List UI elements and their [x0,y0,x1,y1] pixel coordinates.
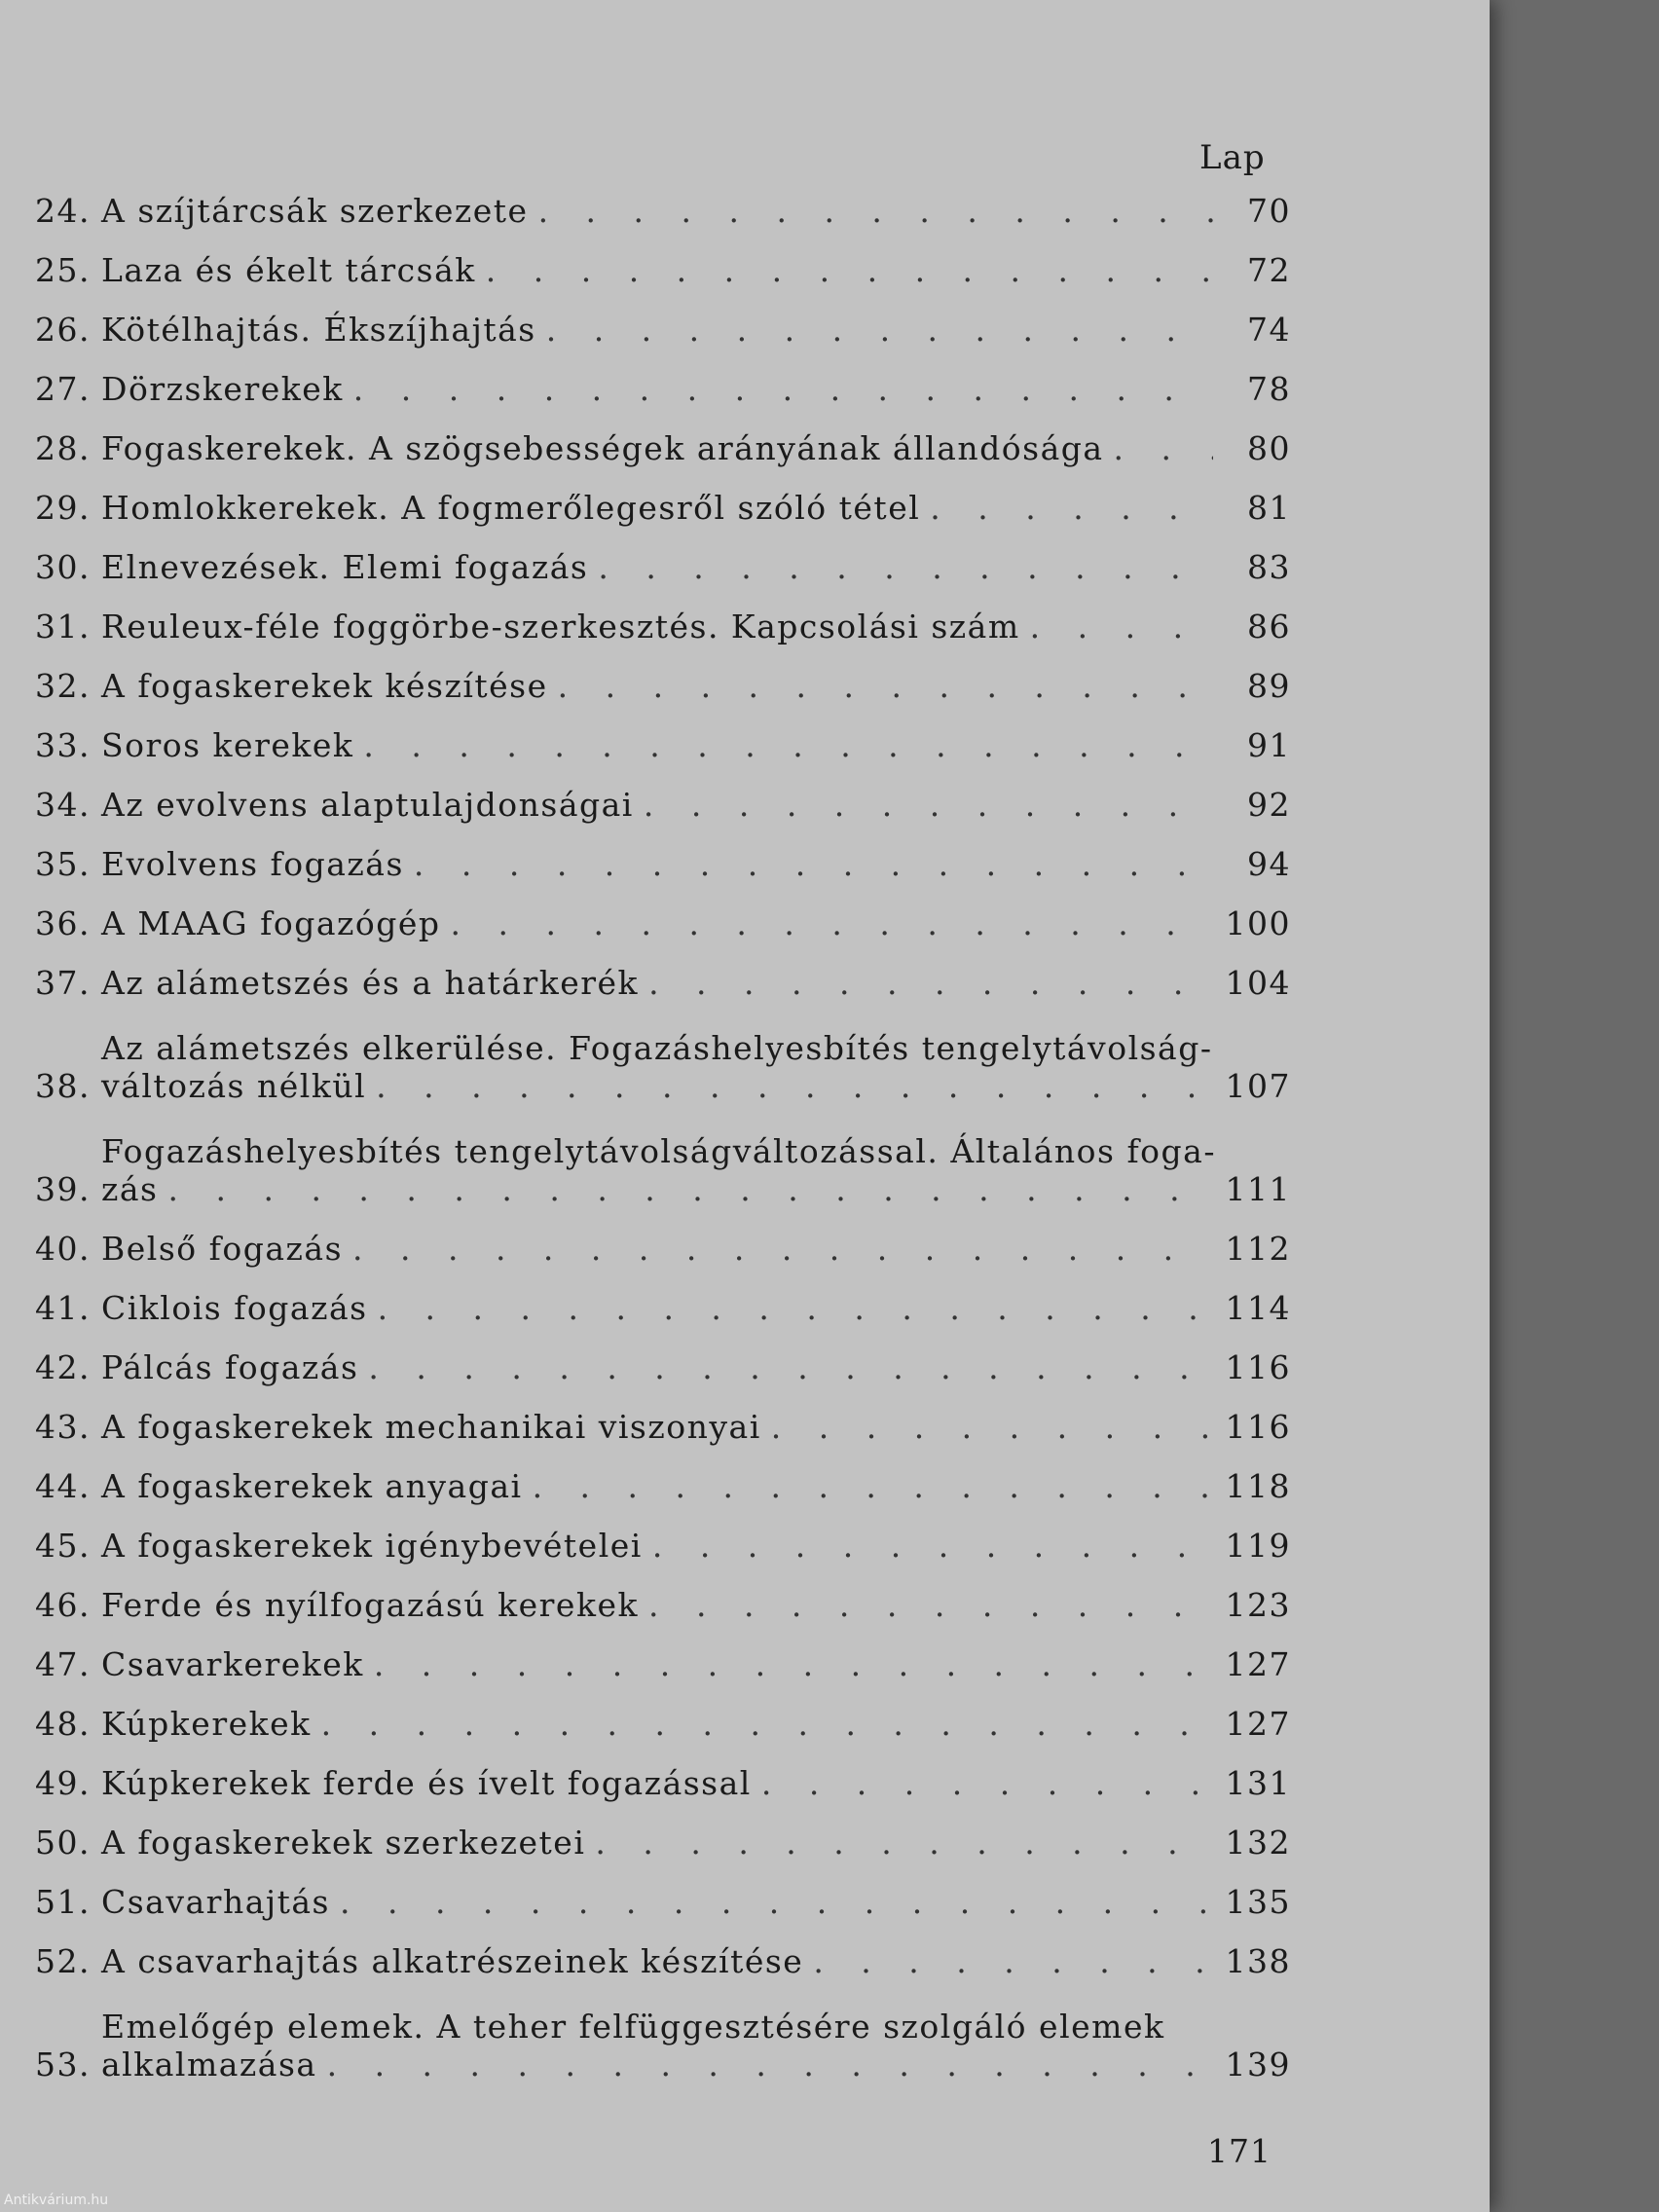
toc-entry-page: 107 [1225,1067,1291,1105]
toc-entry [35,764,1291,824]
dot-leader [168,1170,1214,1208]
dot-leader [648,1586,1213,1624]
toc-entry-title-first-line: Fogazáshelyesbítés tengelytávolságváltozással. Általános foga- [101,1132,1216,1170]
toc-entry-title: Belső fogazás [101,1230,344,1268]
toc-entry-title: A fogaskerekek anyagai [101,1467,523,1505]
toc-entry-number: 29. [35,489,91,527]
toc-entry-page: 118 [1225,1467,1291,1505]
toc-entry-page: 112 [1225,1230,1291,1268]
toc-entry-page: 135 [1225,1883,1291,1921]
toc-entry-number: 30. [35,548,91,586]
toc-entry-title: Ferde és nyílfogazású kerekek [101,1586,639,1624]
toc-entry [35,1743,1291,1802]
toc-entry-page: 116 [1225,1408,1291,1446]
dot-leader [486,251,1213,289]
dot-leader [1114,429,1213,467]
toc-entry-page: 91 [1247,726,1291,764]
toc-entry-title: Elnevezések. Elemi fogazás [101,548,589,586]
toc-entry-number: 27. [35,370,91,408]
toc-entry [35,1268,1291,1327]
toc-entry-title: Az alámetszés és a határkerék [101,964,640,1002]
toc-entry-page: 111 [1225,1170,1291,1208]
toc-entry-title: Dörzskerekek [101,370,344,408]
toc-entry [35,1208,1291,1268]
toc-entry [35,586,1291,645]
dot-leader [376,1067,1213,1105]
toc-entry-number: 32. [35,667,91,705]
table-of-contents [35,170,1291,2083]
toc-entry [35,1980,1291,2083]
toc-entry-title: Kúpkerekek [101,1705,312,1743]
toc-entry-number: 43. [35,1408,91,1446]
toc-entry-title: Az evolvens alaptulajdonságai [101,786,634,824]
toc-entry-title: Laza és ékelt tárcsák [101,251,476,289]
toc-entry-page: 114 [1225,1289,1291,1327]
dot-leader [451,904,1213,942]
toc-entry-page: 100 [1225,904,1291,942]
toc-entry-page: 104 [1225,964,1291,1002]
dot-leader [1030,608,1213,645]
toc-entry-page: 139 [1225,2046,1291,2083]
toc-entry-title: Ciklois fogazás [101,1289,368,1327]
toc-entry-title: A fogaskerekek mechanikai viszonyai [101,1408,761,1446]
toc-entry [35,467,1291,527]
toc-entry-page: 123 [1225,1586,1291,1624]
toc-entry-title: Fogaskerekek. A szögsebességek arányának állandósága [101,429,1104,467]
toc-entry-page: 74 [1247,311,1291,349]
toc-entry [35,408,1291,467]
dot-leader [368,1348,1213,1386]
toc-entry-number: 36. [35,904,91,942]
toc-entry-page: 116 [1225,1348,1291,1386]
toc-entry-title: Kötélhajtás. Ékszíjhajtás [101,311,536,349]
page-column-header: Lap [1199,138,1266,177]
dot-leader [352,1230,1213,1268]
toc-entry [35,1921,1291,1980]
toc-entry-number: 34. [35,786,91,824]
toc-entry [35,349,1291,408]
toc-entry-page: 72 [1247,251,1291,289]
dot-leader [648,964,1213,1002]
toc-entry [35,1105,1291,1208]
toc-entry-page: 78 [1247,370,1291,408]
toc-entry-page: 127 [1225,1645,1291,1683]
toc-entry-page: 81 [1247,489,1291,527]
toc-entry [35,1327,1291,1386]
toc-entry-title: Csavarhajtás [101,1883,330,1921]
toc-entry-page: 132 [1225,1824,1291,1862]
toc-entry-number: 44. [35,1467,91,1505]
dot-leader [363,726,1213,764]
toc-entry-number: 33. [35,726,91,764]
toc-entry-number: 37. [35,964,91,1002]
toc-entry-number: 48. [35,1705,91,1743]
toc-entry [35,230,1291,289]
toc-entry-page: 127 [1225,1705,1291,1743]
dot-leader [374,1645,1213,1683]
toc-entry-number: 47. [35,1645,91,1683]
toc-entry [35,883,1291,942]
toc-entry-number: 24. [35,192,91,230]
toc-entry [35,645,1291,705]
toc-entry-page: 70 [1247,192,1291,230]
toc-entry-number: 42. [35,1348,91,1386]
dot-leader [340,1883,1213,1921]
toc-entry [35,1624,1291,1683]
toc-entry-number: 39. [35,1170,91,1208]
toc-entry-number: 35. [35,845,91,883]
toc-entry [35,1446,1291,1505]
dot-leader [761,1764,1213,1802]
toc-entry-number: 45. [35,1527,91,1565]
toc-entry-title-first-line: Az alámetszés elkerülése. Fogazáshelyesbítés tengelytávolság- [101,1029,1213,1067]
dot-leader [321,1705,1213,1743]
toc-entry-title: A fogaskerekek szerkezetei [101,1824,586,1862]
toc-entry-title: változás nélkül [101,1067,367,1105]
dot-leader [378,1289,1213,1327]
toc-entry-number: 50. [35,1824,91,1862]
toc-entry-number: 40. [35,1230,91,1268]
toc-entry-page: 86 [1247,608,1291,645]
toc-entry-title: Reuleux-féle foggörbe-szerkesztés. Kapcsolási szám [101,608,1020,645]
toc-entry-title: alkalmazása [101,2046,317,2083]
dot-leader [533,1467,1213,1505]
dot-leader [414,845,1213,883]
toc-entry-page: 83 [1247,548,1291,586]
toc-entry-number: 25. [35,251,91,289]
toc-entry [35,1802,1291,1862]
toc-entry-page: 131 [1225,1764,1291,1802]
toc-entry [35,1683,1291,1743]
toc-entry-number: 52. [35,1942,91,1980]
dot-leader [930,489,1213,527]
dot-leader [558,667,1213,705]
toc-entry-number: 41. [35,1289,91,1327]
toc-entry [35,1862,1291,1921]
toc-entry-title-first-line: Emelőgép elemek. A teher felfüggesztésére szolgáló elemek [101,2008,1165,2046]
toc-entry [35,1565,1291,1624]
dot-leader [652,1527,1213,1565]
toc-entry-title: A csavarhajtás alkatrészeinek készítése [101,1942,804,1980]
toc-entry-title: A MAAG fogazógép [101,904,441,942]
toc-entry-page: 119 [1225,1527,1291,1565]
toc-entry-number: 28. [35,429,91,467]
toc-entry [35,527,1291,586]
dot-leader [327,2046,1213,2083]
toc-entry-title: A fogaskerekek készítése [101,667,548,705]
dot-leader [595,1824,1213,1862]
toc-entry [35,705,1291,764]
dot-leader [538,192,1213,230]
toc-entry-number: 53. [35,2046,91,2083]
dot-leader [546,311,1213,349]
toc-entry-title: A fogaskerekek igénybevételei [101,1527,643,1565]
toc-entry [35,824,1291,883]
dot-leader [353,370,1213,408]
toc-entry-page: 89 [1247,667,1291,705]
watermark: Antikvárium.hu [4,2193,109,2208]
toc-entry-page: 80 [1247,429,1291,467]
toc-entry [35,170,1291,230]
toc-entry-title: Soros kerekek [101,726,354,764]
toc-entry-number: 46. [35,1586,91,1624]
toc-entry [35,289,1291,349]
toc-entry-page: 94 [1247,845,1291,883]
dot-leader [598,548,1213,586]
toc-entry-number: 51. [35,1883,91,1921]
toc-entry-title: Csavarkerekek [101,1645,364,1683]
toc-entry [35,1386,1291,1446]
page-number: 171 [1207,2132,1272,2170]
toc-entry-title: zás [101,1170,159,1208]
toc-entry-number: 38. [35,1067,91,1105]
toc-entry-number: 31. [35,608,91,645]
toc-entry-number: 26. [35,311,91,349]
toc-entry [35,1505,1291,1565]
toc-entry-page: 138 [1225,1942,1291,1980]
toc-entry-title: Evolvens fogazás [101,845,404,883]
toc-entry [35,942,1291,1002]
toc-entry-page: 92 [1247,786,1291,824]
toc-entry [35,1002,1291,1105]
dot-leader [813,1942,1213,1980]
toc-entry-title: Pálcás fogazás [101,1348,359,1386]
toc-entry-number: 49. [35,1764,91,1802]
dot-leader [771,1408,1213,1446]
toc-entry-title: A szíjtárcsák szerkezete [101,192,529,230]
dot-leader [644,786,1213,824]
toc-entry-title: Homlokkerekek. A fogmerőlegesről szóló tétel [101,489,921,527]
toc-entry-title: Kúpkerekek ferde és ívelt fogazással [101,1764,752,1802]
